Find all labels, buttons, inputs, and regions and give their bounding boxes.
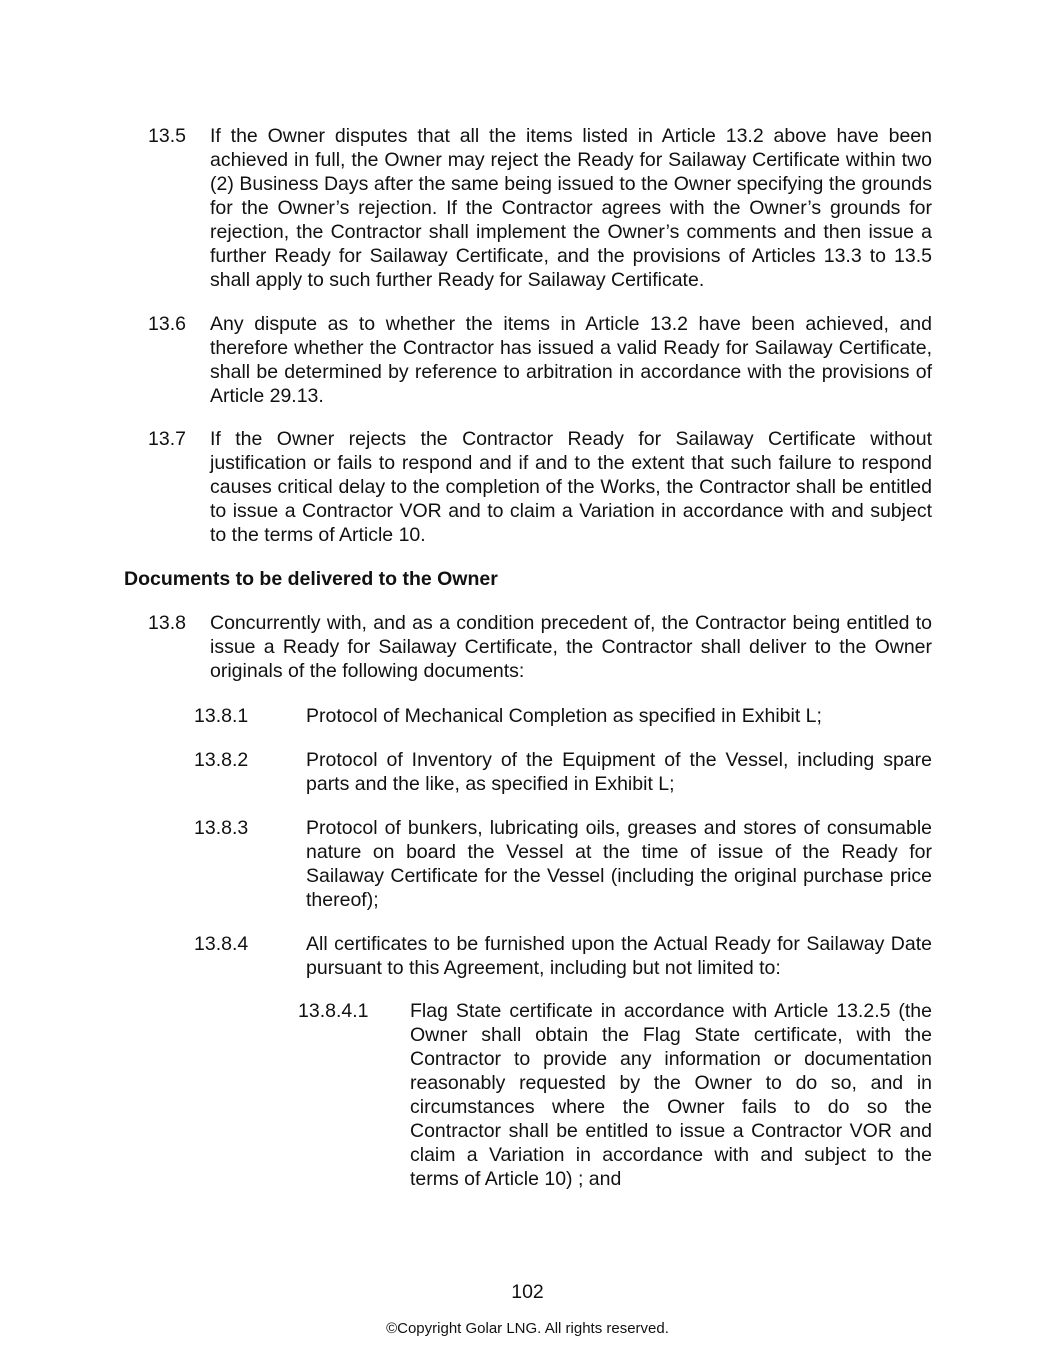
- clause-text: If the Owner disputes that all the items listed in Article 13.2 above have been achieved in full, the Owner may reject the Ready for Sailaway Certificate within two (2) Business Days after the same being issued to the Owner specifying the grounds for the Owner’s rejection. If the Contractor agrees with the Owner’s grounds for rejection, the Contractor shall implement the Owner’s comments and then issue a further Ready for Sailaway Certificate, and the provisions of Articles 13.3 to 13.5 shall apply to such further Ready for Sailaway Certificate.: [210, 125, 932, 291]
- clause-text: All certificates to be furnished upon the Actual Ready for Sailaway Date pursuant to this Agreement, including but not limited to:: [306, 933, 932, 979]
- clause-number: 13.6: [148, 313, 186, 335]
- clause-number: 13.7: [148, 428, 186, 450]
- clause-text: Any dispute as to whether the items in Article 13.2 have been achieved, and therefore whether the Contractor has issued a valid Ready for Sailaway Certificate, shall be determined by reference to arbitration in accordance with the provisions of Article 29.13.: [210, 313, 932, 407]
- clause-text: Concurrently with, and as a condition precedent of, the Contractor being entitled to issue a Ready for Sailaway Certificate, the Contractor shall deliver to the Owner originals of the following documents:: [210, 612, 932, 682]
- clause-number: 13.8.4.1: [298, 1000, 369, 1022]
- clause-number: 13.8.3: [194, 817, 249, 839]
- clause-number: 13.5: [148, 125, 186, 147]
- copyright-notice: ©Copyright Golar LNG. All rights reserved.: [386, 1320, 669, 1337]
- clause-text: Protocol of bunkers, lubricating oils, greases and stores of consumable nature on board the Vessel at the time of issue of the Ready for Sailaway Certificate for the Vessel (including the original purchase price thereof);: [306, 817, 932, 911]
- clause-text: Flag State certificate in accordance with Article 13.2.5 (the Owner shall obtain the Flag State certificate, with the Contractor to provide any information or documentation reasonably requested by the Owner to do so, and in circumstances where the Owner fails to do so the Contractor shall be entitled to issue a Contractor VOR and claim a Variation in accordance with and subject to the terms of Article 10) ; and: [410, 1000, 932, 1190]
- section-heading: Documents to be delivered to the Owner: [124, 568, 498, 590]
- clause-text: Protocol of Mechanical Completion as specified in Exhibit L;: [306, 705, 822, 727]
- clause-number: 13.8.4: [194, 933, 249, 955]
- clause-text: If the Owner rejects the Contractor Ready for Sailaway Certificate without justification or fails to respond and if and to the extent that such failure to respond causes critical delay to the completion of the Works, the Contractor shall be entitled to issue a Contractor VOR and to claim a Variation in accordance with and subject to the terms of Article 10.: [210, 428, 932, 546]
- clause-text: Protocol of Inventory of the Equipment of the Vessel, including spare parts and the like, as specified in Exhibit L;: [306, 749, 932, 795]
- page-number: 102: [511, 1281, 544, 1303]
- clause-number: 13.8.1: [194, 705, 249, 727]
- clause-number: 13.8: [148, 612, 186, 634]
- clause-number: 13.8.2: [194, 749, 249, 771]
